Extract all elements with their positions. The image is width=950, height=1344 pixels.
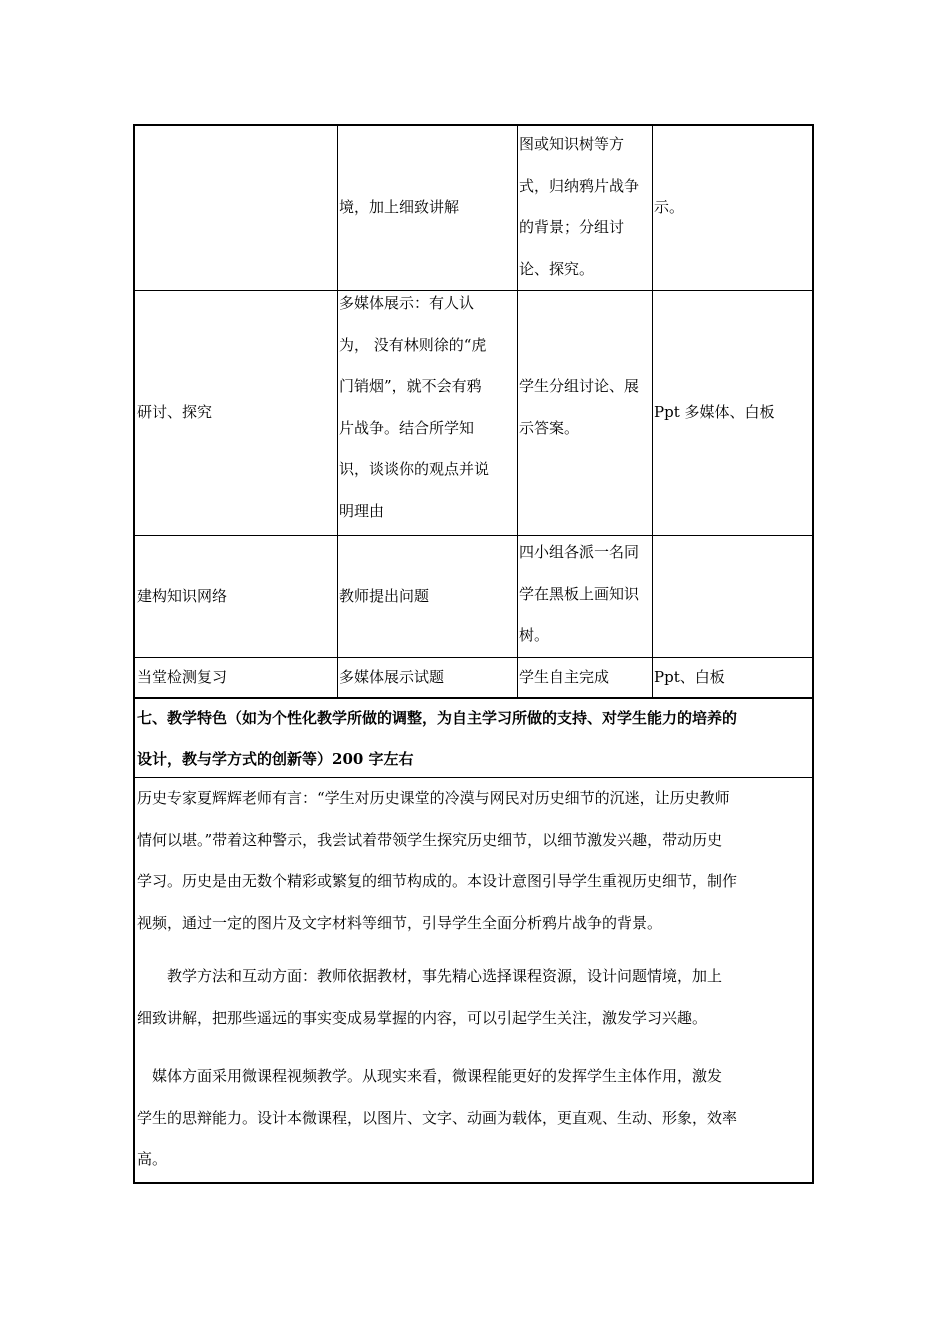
row1-media-cell: 示。 xyxy=(654,198,685,217)
heading-line: 设计，教与学方式的创新等）200 字左右 xyxy=(137,750,414,768)
paragraph-line: 情何以堪。”带着这种警示，我尝试着带领学生探究历史细节，以细节激发兴趣，带动历史 xyxy=(137,830,723,849)
paragraph-2 xyxy=(137,956,809,1039)
paragraph-line: 高。 xyxy=(137,1150,168,1168)
row2-media-cell: Ppt 多媒体、白板 xyxy=(654,403,775,422)
row1-stage-cell xyxy=(137,126,335,290)
row2-teacher-cell xyxy=(339,283,515,532)
row3-teacher-cell: 教师提出问题 xyxy=(339,586,430,605)
paragraph-line: 媒体方面采用微课程视频教学。从现实来看，微课程能更好的发挥学生主体作用，激发 xyxy=(137,1067,723,1085)
cell-line: 片战争。结合所学知 xyxy=(339,418,475,437)
cell-line: 学在黑板上画知识 xyxy=(519,584,640,603)
row3-student-cell xyxy=(519,532,651,657)
paragraph-line: 教学方法和互动方面：教师依据教材，事先精心选择课程资源，设计问题情境，加上 xyxy=(137,967,723,985)
paragraph-line: 视频，通过一定的图片及文字材料等细节，引导学生全面分析鸦片战争的背景。 xyxy=(137,913,663,932)
cell-line: 树。 xyxy=(519,626,550,644)
column-divider xyxy=(517,126,518,697)
row3-media-cell xyxy=(654,536,810,657)
cell-line: 多媒体展示：有人认 xyxy=(339,294,475,312)
row2-student-cell xyxy=(519,366,651,449)
paragraph-1 xyxy=(137,778,809,944)
row1-student-cell xyxy=(519,124,651,290)
cell-line: 识，谈谈你的观点并说 xyxy=(339,460,490,478)
row4-stage-cell: 当堂检测复习 xyxy=(137,667,228,686)
row2-stage-cell: 研讨、探究 xyxy=(137,403,213,422)
paragraph-3 xyxy=(137,1056,809,1181)
cell-line: 为， 没有林则徐的“虎 xyxy=(339,335,487,354)
cell-line: 图或知识树等方 xyxy=(519,135,625,153)
cell-line: 示答案。 xyxy=(519,418,580,437)
row3-stage-cell: 建构知识网络 xyxy=(137,586,228,605)
paragraph-line: 细致讲解，把那些遥远的事实变成易掌握的内容，可以引起学生关注，激发学习兴趣。 xyxy=(137,1008,708,1027)
cell-line: 式，归纳鸦片战争 xyxy=(519,176,640,195)
row4-media-cell: Ppt、白板 xyxy=(654,667,725,686)
column-divider xyxy=(337,126,338,697)
column-divider xyxy=(652,126,653,697)
lesson-plan-table xyxy=(133,124,814,1184)
row4-student-cell: 学生自主完成 xyxy=(519,667,610,686)
paragraph-line: 学生的思辩能力。设计本微课程，以图片、文字、动画为载体，更直观、生动、形象，效率 xyxy=(137,1108,738,1127)
row4-teacher-cell: 多媒体展示试题 xyxy=(339,667,445,686)
cell-line: 四小组各派一名同 xyxy=(519,543,640,561)
cell-line: 学生分组讨论、展 xyxy=(519,377,640,395)
paragraph-line: 历史专家夏辉辉老师有言：“学生对历史课堂的冷漠与网民对历史细节的沉迷，让历史教师 xyxy=(137,789,730,807)
paragraph-line: 学习。历史是由无数个精彩或繁复的细节构成的。本设计意图引导学生重视历史细节，制作 xyxy=(137,872,738,890)
heading-line: 七、教学特色（如为个性化教学所做的调整，为自主学习所做的支持、对学生能力的培养的 xyxy=(137,709,738,727)
cell-line: 论、探究。 xyxy=(519,259,595,278)
cell-line: 的背景；分组讨 xyxy=(519,218,625,236)
cell-line: 门销烟”，就不会有鸦 xyxy=(339,377,482,395)
row1-teacher-cell: 境，加上细致讲解 xyxy=(339,198,460,217)
section-heading xyxy=(137,698,809,780)
cell-line: 明理由 xyxy=(339,501,385,520)
